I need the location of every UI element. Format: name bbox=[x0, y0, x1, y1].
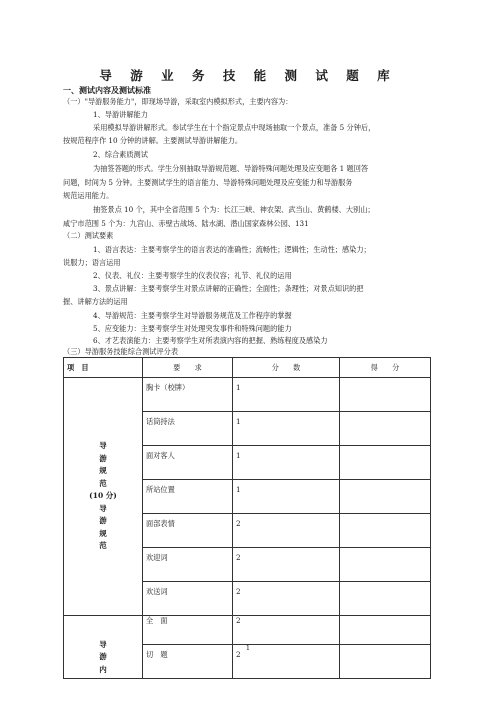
requirement-cell: 面部表情 bbox=[143, 514, 233, 548]
element-3a: 3、景点讲解：主要考察学生对景点讲解的正确性；全面性；条理性；对景点知识的把 bbox=[93, 284, 364, 293]
requirement-cell: 面对客人 bbox=[143, 446, 233, 480]
earned-cell[interactable] bbox=[340, 378, 431, 412]
header-earned: 得 分 bbox=[340, 358, 431, 378]
score-cell: 2 bbox=[233, 616, 340, 645]
element-1a: 1、语言表达：主要考察学生的语言表达的准确性；流畅性；逻辑性；生动性；感染力； bbox=[93, 245, 371, 254]
requirement-cell: 欢送词 bbox=[143, 582, 233, 616]
document-title: 导 游 业 务 技 能 测 试 题 库 bbox=[99, 68, 397, 83]
header-project: 项 目 bbox=[64, 358, 143, 378]
score-cell: 2 bbox=[233, 645, 340, 679]
paragraph-2b: 问题，时间为 5 分钟。主要测试学生的语言能力、导游特殊问题处理及应变能力和导游服务 bbox=[63, 178, 353, 187]
earned-cell[interactable] bbox=[340, 548, 431, 582]
requirement-cell: 胸卡（校牌） bbox=[143, 378, 233, 412]
score-cell: 1 bbox=[233, 412, 340, 446]
element-3b: 握、讲解方法的运用 bbox=[63, 297, 128, 306]
element-1b: 说服力；语言运用 bbox=[63, 258, 121, 267]
table-row bbox=[64, 616, 431, 645]
earned-cell[interactable] bbox=[340, 446, 431, 480]
header-requirement: 要 求 bbox=[143, 358, 233, 378]
table-header-row bbox=[64, 358, 431, 378]
score-cell: 2 bbox=[233, 548, 340, 582]
section-heading-1: 一、测试内容及测试标准 bbox=[63, 85, 151, 95]
item-1-heading: 1、导游讲解能力 bbox=[93, 110, 148, 119]
earned-cell[interactable] bbox=[340, 514, 431, 548]
element-2: 2、仪表、礼仪：主要考察学生的仪表仪容；礼节、礼仪的运用 bbox=[93, 271, 292, 280]
paragraph-2c: 规范运用能力。 bbox=[63, 191, 114, 200]
element-6: 6、才艺表演能力：主要考察学生对所表演内容的把握、熟练程度及感染力 bbox=[93, 336, 328, 345]
score-cell: 2 bbox=[233, 582, 340, 616]
header-score: 分 数 bbox=[233, 358, 340, 378]
score-cell: 1 bbox=[233, 378, 340, 412]
group-label-guide-content: 导 游 内 bbox=[64, 616, 143, 679]
requirement-cell: 全 面 bbox=[143, 616, 233, 645]
element-4: 4、导游规范：主要考察学生对导游服务规范及工作程序的掌握 bbox=[93, 311, 292, 320]
earned-cell[interactable] bbox=[340, 480, 431, 514]
group-label-guide-standard: 导 游 规 范 (10 分) 导 游 规 范 bbox=[64, 378, 143, 616]
page-number: 1 bbox=[245, 644, 251, 652]
subsection-3: （三）导游服务技能综合测试评分表 bbox=[63, 347, 179, 356]
paragraph-2a: 为抽签答题的形式。学生分别抽取导游规范题、导游特殊问题处理及应变题各 1 题回答 bbox=[93, 164, 369, 173]
paragraph-1a: 采用模拟导游讲解形式。参试学生在十个指定景点中现场抽取一个景点，准备 5 分钟后， bbox=[93, 123, 376, 132]
subsection-1: （一）"导游服务能力"，即现场导游，采取室内模拟形式，主要内容为： bbox=[63, 97, 293, 106]
earned-cell[interactable] bbox=[340, 412, 431, 446]
element-5: 5、应变能力：主要考察学生对处理突发事件和特殊问题的能力 bbox=[93, 324, 292, 333]
earned-cell[interactable] bbox=[340, 616, 431, 645]
requirement-cell: 所站位置 bbox=[143, 480, 233, 514]
score-cell: 2 bbox=[233, 514, 340, 548]
item-2-heading: 2、综合素质测试 bbox=[93, 150, 148, 159]
table-row bbox=[64, 378, 431, 412]
subsection-2: （二）测试要素 bbox=[63, 231, 114, 240]
paragraph-3b: 咸宁市范围 5 个为：九宫山、赤壁古战场、陆水湖、潜山国家森林公园、131 bbox=[63, 219, 309, 228]
paragraph-3a: 抽签景点 10 个，其中全省范围 5 个为：长江三峡、神农架、武当山、黄鹤楼、大别山； bbox=[93, 205, 375, 214]
paragraph-1b: 按规范程序作 10 分钟的讲解。主要测试导游讲解能力。 bbox=[63, 136, 243, 145]
earned-cell[interactable] bbox=[340, 582, 431, 616]
score-cell: 1 bbox=[233, 446, 340, 480]
requirement-cell: 切 题 bbox=[143, 645, 233, 679]
score-cell: 1 bbox=[233, 480, 340, 514]
requirement-cell: 欢迎词 bbox=[143, 548, 233, 582]
scoring-table bbox=[63, 357, 431, 679]
requirement-cell: 话筒持法 bbox=[143, 412, 233, 446]
